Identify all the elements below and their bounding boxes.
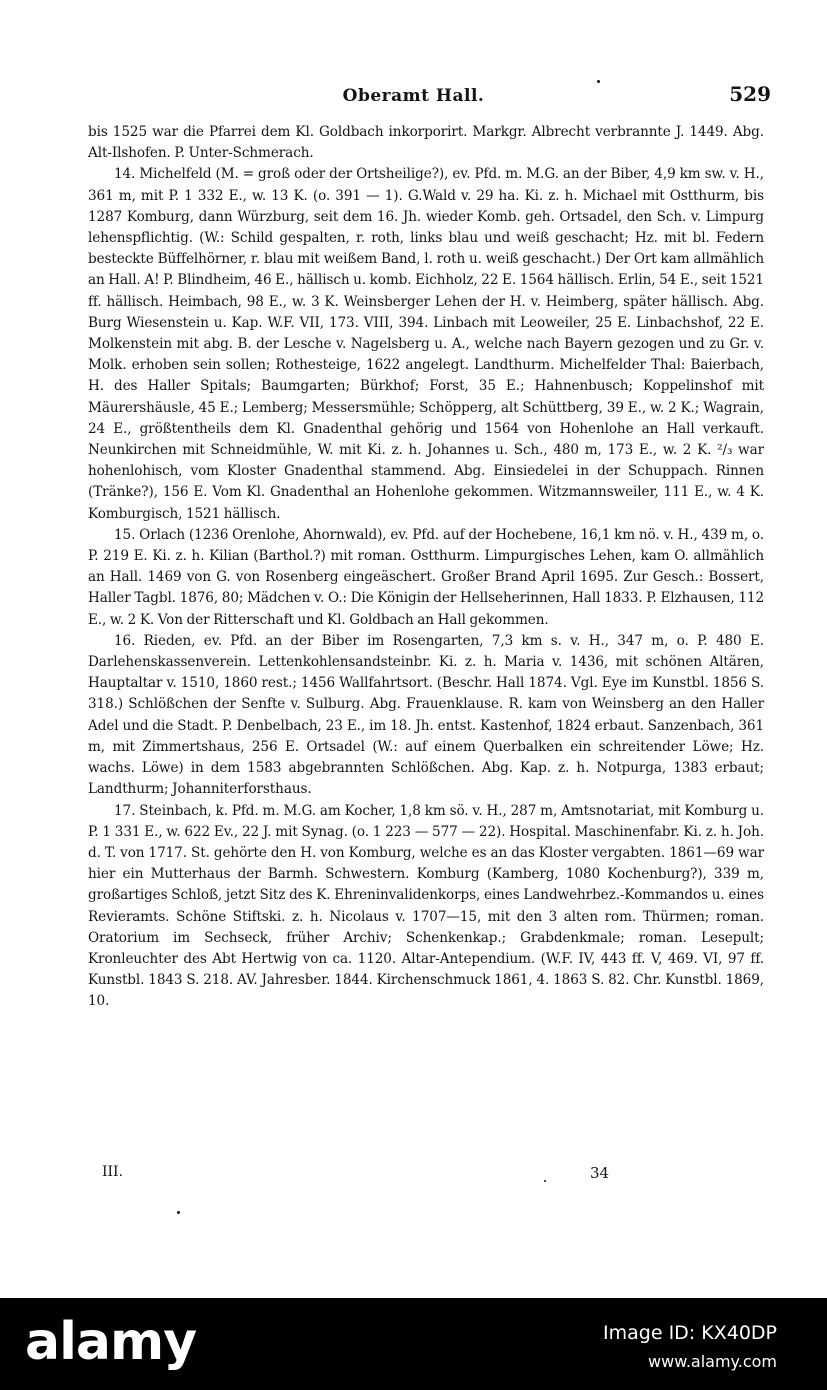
running-head: [0, 82, 827, 112]
running-title: Oberamt Hall.: [342, 86, 485, 106]
paragraph-continuation: bis 1525 war die Pfarrei dem Kl. Goldbach inkorporirt. Markgr. Albrecht verbrannte J. 1449. Abg. Alt-Ilshofen. P. Unter-Schmerach.: [88, 124, 764, 162]
page-number: 529: [729, 82, 771, 106]
signature-mark-right: 34: [590, 1164, 610, 1182]
watermark-image-id: Image ID: KX40DP: [603, 1322, 777, 1344]
entry-rieden: 16. Rieden, ev. Pfd. an der Biber im Rosengarten, 7,3 km s. v. H., 347 m, o. P. 480 E. Darlehenskassenverein. Lettenkohlensandsteinbr. Ki. z. h. Maria v. 1436, mit schönen Altären, Hauptaltar v. 1510, 1860 rest.; 1456 Wallfahrtsort. (Beschr. Hall 1874. Vgl. Eye im Kunstbl. 1856 S. 318.) Schlößchen der Senfte v. Sulburg. Abg. Frauenklause. R. kam von Weinsberg an den Haller Adel und die Stadt. P. Denbelbach, 23 E., im 18. Jh. entst. Kastenhof, 1824 erbaut. Sanzenbach, 361 m, mit Zimmertshaus, 256 E. Ortsadel (W.: auf einem Querbalken ein schreitender Löwe; Hz. wachs. Löwe) in dem 1583 abgebrannten Schlößchen. Abg. Kap. z. h. Notpurga, 1383 erbaut; Landthurm; Johanniterforsthaus.: [88, 632, 764, 798]
page-footer: [88, 1164, 764, 1186]
print-speck: [544, 1180, 546, 1182]
watermark-logo: alamy: [25, 1312, 197, 1372]
print-speck: [177, 1211, 180, 1214]
entry-michelfeld: 14. Michelfeld (M. = groß oder der Ortsheilige?), ev. Pfd. m. M.G. an der Biber, 4,9 km sw. v. H., 361 m, mit P. 1 332 E., w. 13 K. (o. 391 — 1). G.Wald v. 29 ha. Ki. z. h. Michael mit Ostthurm, bis 1287 Komburg, dann Würzburg, seit dem 16. Jh. wieder Komb. geh. Ortsadel, den Sch. v. Limpurg lehenspflichtig. (W.: Schild gespalten, r. roth, links blau und weiß geschacht; Hz. mit bl. Federn besteckte Büffelhörner, r. blau mit weißem Band, l. roth u. weiß geschacht.) Der Ort kam allmählich an Hall. A! P. Blindheim, 46 E., hällisch u. komb. Eichholz, 22 E. 1564 hällisch. Erlin, 54 E., seit 1521 ff. hällisch. Heimbach, 98 E., w. 3 K. Weinsberger Lehen der H. v. Heimberg, später hällisch. Abg. Burg Wiesenstein u. Kap. W.F. VII, 173. VIII, 394. Linbach mit Leoweiler, 25 E. Linbachshof, 22 E. Molkenstein mit abg. B. der Lesche v. Nagelsberg u. A., welche nach Bayern gezogen und zu Gr. v. Molk. erhoben sein sollen; Rothesteige, 1622 angelegt. Landthurm. Michelfelder Thal: Baierbach, H. des Haller Spitals; Baumgarten; Bürkhof; Forst, 35 E.; Hahnenbusch; Koppelinshof mit Mäurershäusle, 45 E.; Lemberg; Messersmühle; Schöpperg, alt Schüttberg, 39 E., w. 2 K.; Wagrain, 24 E., größtentheils dem Kl. Gnadenthal gehörig und 1564 von Hohenlohe an Hall verkauft. Neunkirchen mit Schneidmühle, W. mit Ki. z. h. Johannes u. Sch., 480 m, 173 E., w. 2 K. ²/₃ war hohenlohisch, vom Kloster Gnadenthal stammend. Abg. Einsiedelei in der Schuppach. Rinnen (Tränke?), 156 E. Vom Kl. Gnadenthal an Hohenlohe gekommen. Witzmannsweiler, 111 E., w. 4 K. Komburgisch, 1521 hällisch.: [88, 166, 764, 522]
entry-steinbach: 17. Steinbach, k. Pfd. m. M.G. am Kocher, 1,8 km sö. v. H., 287 m, Amtsnotariat, mit Komburg u. P. 1 331 E., w. 622 Ev., 22 J. mit Synag. (o. 1 223 — 577 — 22). Hospital. Maschinenfabr. Ki. z. h. Joh. d. T. von 1717. St. gehörte den H. von Komburg, welche es an das Kloster vergabten. 1861—69 war hier ein Mutterhaus der Barmh. Schwestern. Komburg (Kamberg, 1080 Kochenburg?), 339 m, großartiges Schloß, jetzt Sitz des K. Ehreninvalidenkorps, eines Landwehrbez.-Kommandos u. eines Revieramts. Schöne Stiftski. z. h. Nicolaus v. 1707—15, mit den 3 alten rom. Thürmen; roman. Oratorium im Sechseck, früher Archiv; Schenkenkap.; Grabdenkmale; roman. Lesepult; Kronleuchter des Abt Hertwig von ca. 1120. Altar-Antependium. (W.F. IV, 443 ff. V, 469. VI, 97 ff. Kunstbl. 1843 S. 218. AV. Jahresber. 1844. Kirchenschmuck 1861, 4. 1863 S. 82. Chr. Kunstbl. 1869, 10.: [88, 802, 764, 1010]
body-text: [88, 122, 764, 1013]
entry-orlach: 15. Orlach (1236 Orenlohe, Ahornwald), ev. Pfd. auf der Hochebene, 16,1 km nö. v. H., 439 m, o. P. 219 E. Ki. z. h. Kilian (Barthol.?) mit roman. Ostthurm. Limpurgisches Lehen, kam O. allmählich an Hall. 1469 von G. von Rosenberg eingeäschert. Großer Brand April 1695. Zur Gesch.: Bossert, Haller Tagbl. 1876, 80; Mädchen v. O.: Die Königin der Hellseherinnen, Hall 1833. P. Elzhausen, 112 E., w. 2 K. Von der Ritterschaft und Kl. Goldbach an Hall gekommen.: [88, 526, 764, 628]
watermark-url: www.alamy.com: [648, 1352, 777, 1371]
print-speck: [597, 80, 600, 83]
signature-mark-left: III.: [102, 1164, 124, 1180]
watermark-bar: [0, 1298, 827, 1390]
